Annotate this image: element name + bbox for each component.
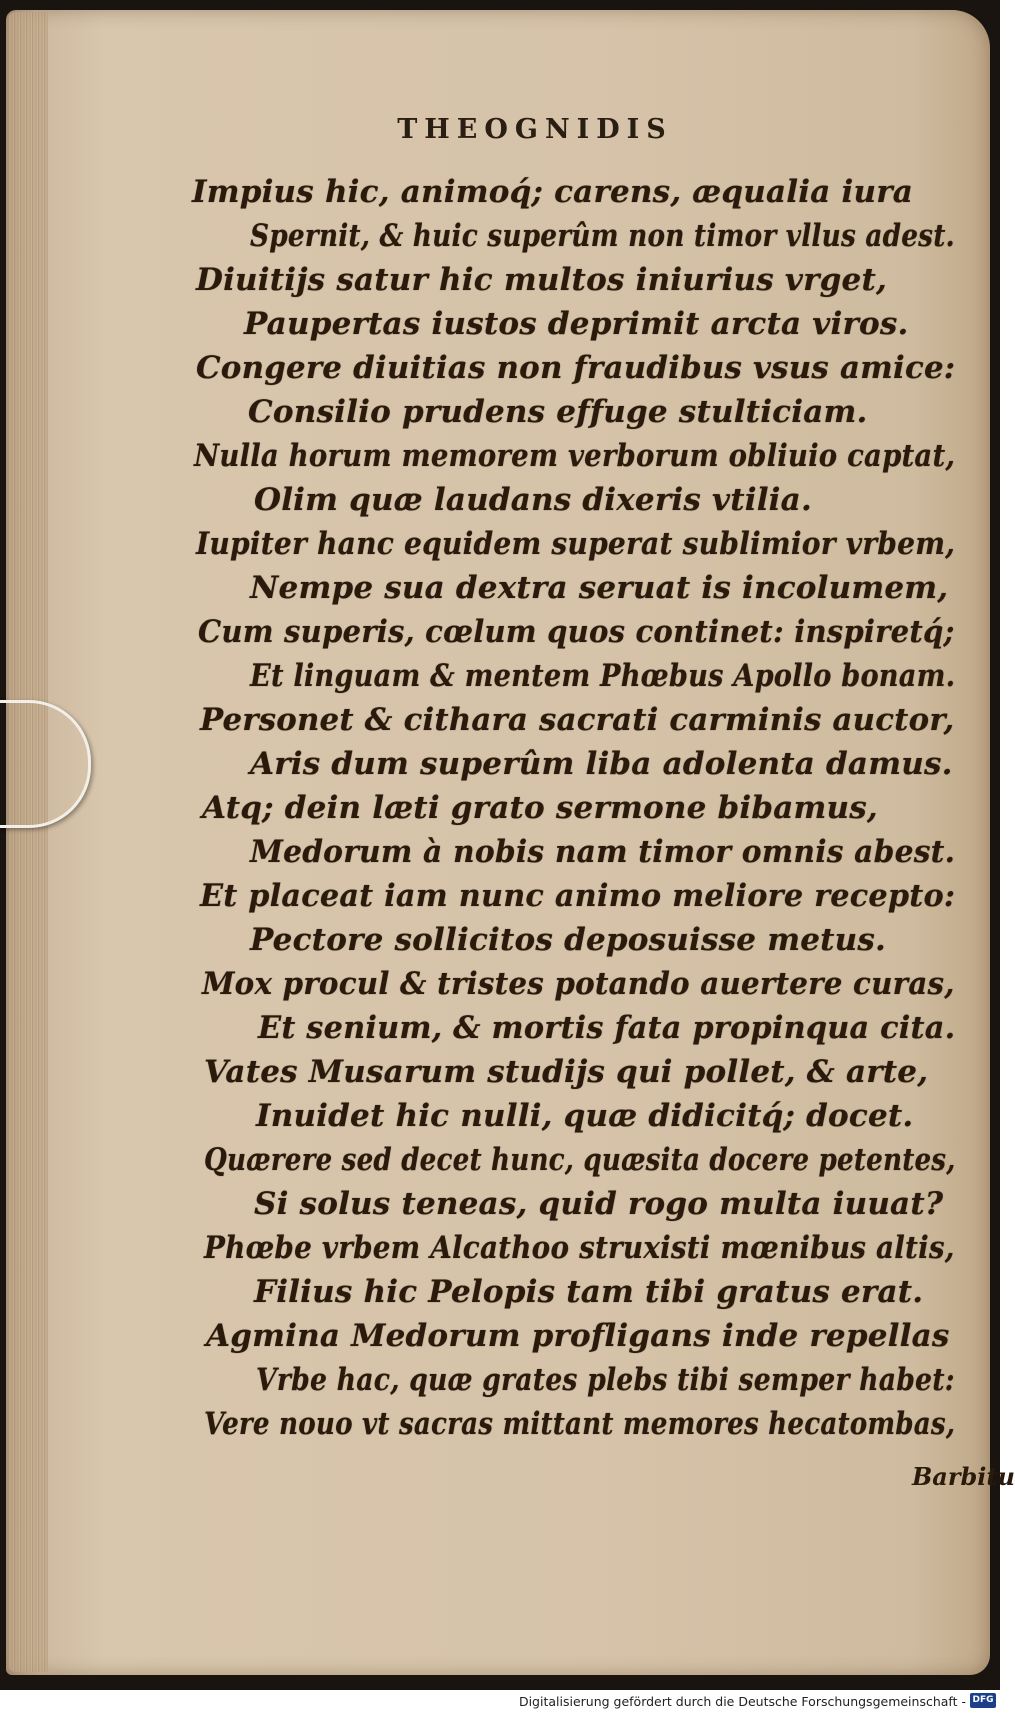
verse-line: Consilio prudens effuge stulticiam. [248,394,868,430]
dfg-logo-icon: DFG [970,1693,996,1708]
catchword: Barbitu [912,1462,1015,1491]
verse-line: Atq; dein læti grato sermone bibamus, [202,790,878,826]
verse-line: Iupiter hanc equidem superat sublimior vrbem, [196,526,956,562]
verse-line: Vrbe hac, quæ grates plebs tibi semper habet: [256,1362,955,1398]
verse-line: Inuidet hic nulli, quæ didicitq́; docet. [256,1098,914,1134]
page-edges [8,12,48,1672]
verse-line: Phœbe vrbem Alcathoo struxisti mœnibus altis, [204,1230,955,1266]
verse-line: Nulla horum memorem verborum obliuio captat, [194,438,956,474]
verse-line: Mox procul & tristes potando auertere curas, [202,966,955,1002]
verse-line: Spernit, & huic superûm non timor vllus adest. [250,218,955,254]
verse-line: Olim quæ laudans dixeris vtilia. [254,482,812,518]
verse-line: Personet & cithara sacrati carminis auctor, [200,702,955,738]
verse-line: Pectore sollicitos deposuisse metus. [250,922,887,958]
verse-line: Aris dum superûm liba adolenta damus. [250,746,953,782]
verse-line: Agmina Medorum profligans inde repellas [206,1318,950,1354]
verse-line: Impius hic, animoq́; carens, æqualia iura [192,174,914,210]
verse-line: Paupertas iustos deprimit arcta viros. [244,306,909,342]
verse-line: Medorum à nobis nam timor omnis abest. [250,834,956,870]
verse-line: Et senium, & mortis fata propinqua cita. [258,1010,956,1046]
verse-line: Quærere sed decet hunc, quæsita docere petentes, [204,1142,956,1178]
verse-line: Cum superis, cœlum quos continet: inspiretq́; [198,614,955,650]
verse-line: Et placeat iam nunc animo meliore recepto: [200,878,956,914]
verse-line: Diuitijs satur hic multos iniurius vrget, [196,262,887,298]
verse-line: Et linguam & mentem Phœbus Apollo bonam. [250,658,956,694]
running-head: THEOGNIDIS [397,114,673,145]
verse-line: Nempe sua dextra seruat is incolumem, [250,570,949,606]
verse-line: Vere nouo vt sacras mittant memores hecatombas, [204,1406,956,1442]
verse-line: Congere diuitias non fraudibus vsus amice: [196,350,956,386]
verse-line: Si solus teneas, quid rogo multa iuuat? [254,1186,944,1222]
funding-credit: Digitalisierung gefördert durch die Deutsche Forschungsgemeinschaft - [518,1694,966,1709]
verse-line: Vates Musarum studijs qui pollet, & arte, [204,1054,929,1090]
verse-line: Filius hic Pelopis tam tibi gratus erat. [254,1274,924,1310]
